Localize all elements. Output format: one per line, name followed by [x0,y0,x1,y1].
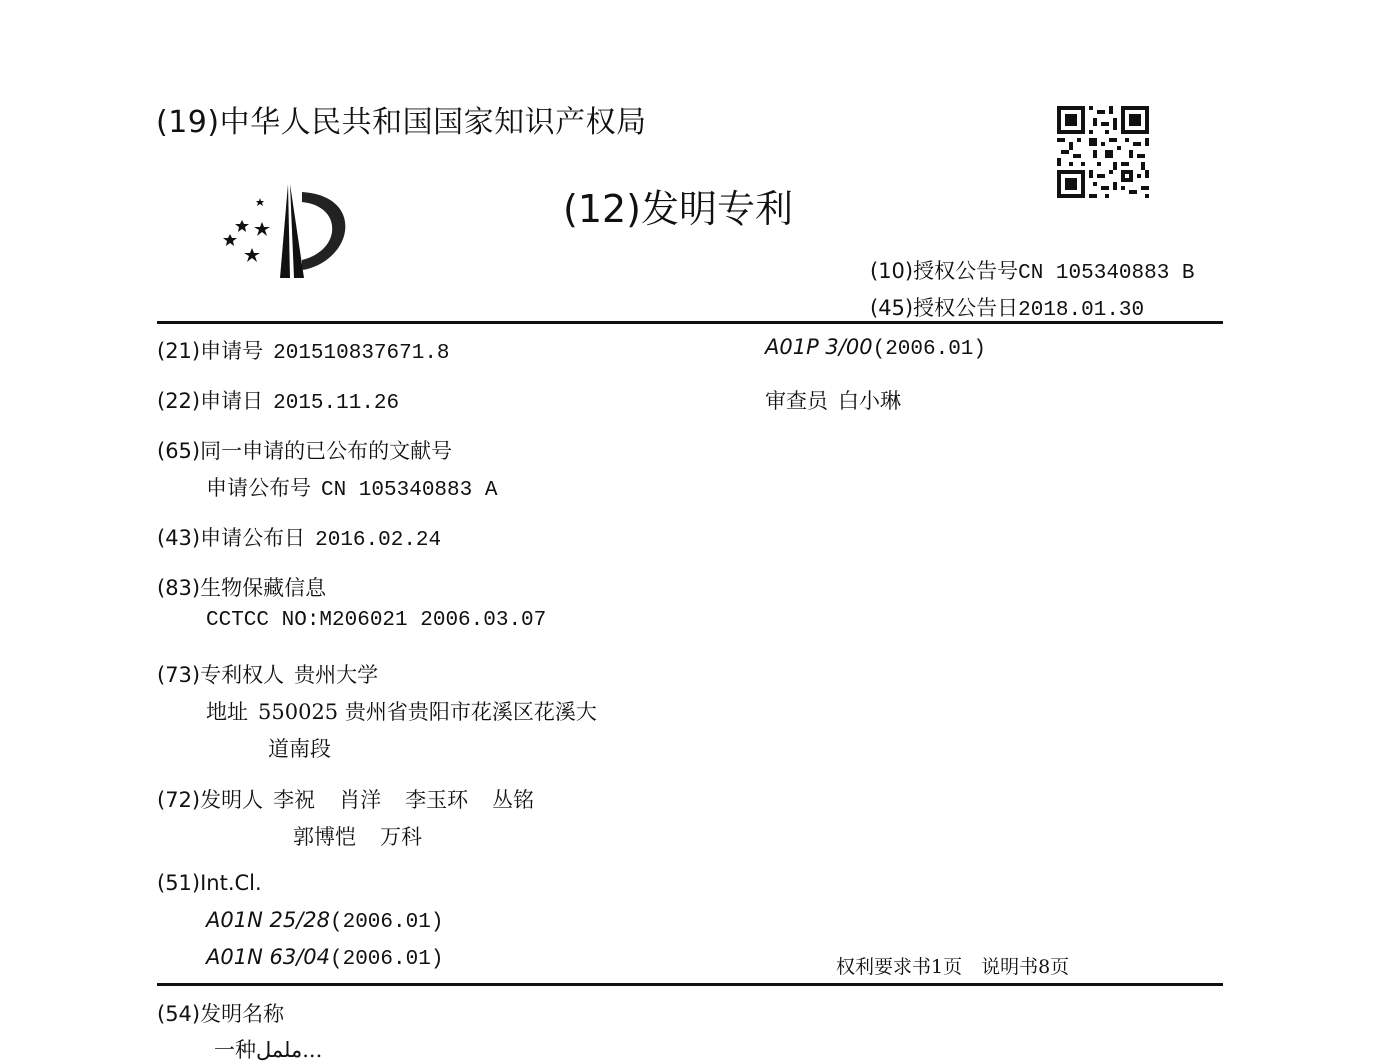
examiner-value: 白小琳 [838,389,901,413]
int-cl-label: (51)Int.Cl. [157,871,262,895]
address-line-2: 道南段 [268,737,331,761]
application-date-label: (22)申请日 [157,389,264,413]
int-cl-item [206,908,443,934]
classification-version: (2006.01) [872,338,987,361]
classification-code: A01P 3/00 [765,335,873,359]
patentee-row [157,659,378,689]
patentee-value: 贵州大学 [294,663,379,687]
grant-publication-date [870,292,1144,322]
bio-deposit-label: (83)生物保藏信息 [157,576,327,600]
address-line-1: 550025 贵州省贵阳市花溪区花溪大 [258,700,597,724]
grant-date-value: 2018.01.30 [1018,299,1145,322]
inventors-label: (72)发明人 [157,788,264,812]
document-type: (12)发明专利 [563,187,794,231]
inventor-name: 郭博恺 [293,825,356,849]
publication-date-label: (43)申请公布日 [157,526,306,550]
application-publication-number-label: 申请公布号 [206,476,311,500]
application-number-value: 201510837671.8 [273,342,450,365]
application-date-value: 2015.11.26 [273,392,400,415]
classification-row [765,335,986,361]
invention-title-label: (54)发明名称 [157,1002,285,1026]
grant-number-label: (10)授权公告号 [870,259,1019,283]
int-cl-version: (2006.01) [330,911,444,934]
bottom-divider [157,983,1223,986]
application-date-row [157,385,399,415]
inventor-name: 肖洋 [339,788,382,812]
examiner-row [765,385,901,415]
int-cl-version: (2006.01) [330,948,444,971]
inventor-name: 李玉环 [405,788,469,812]
bio-deposit-value: CCTCC NO:M206021 2006.03.07 [206,609,547,632]
invention-title-value: 一种ململ... [214,1038,323,1062]
grant-number-value: CN 105340883 B [1018,262,1195,285]
inventor-name: 万科 [380,825,422,849]
inventor-name: 丛铭 [492,788,535,812]
office-title: (19)中华人民共和国国家知识产权局 [156,105,647,140]
grant-publication-number [870,255,1195,285]
page-count-summary: 权利要求书1页 说明书8页 [836,956,1070,978]
int-cl-item [206,945,443,971]
publication-date-row [157,522,441,552]
inventors-row-2 [293,821,422,851]
top-divider [157,321,1223,324]
examiner-label: 审查员 [765,389,828,413]
inventor-name: 李祝 [273,788,316,812]
patentee-label: (73)专利权人 [157,663,285,687]
prior-publication-label: (65)同一申请的已公布的文献号 [157,439,453,463]
sipo-emblem-icon [218,180,358,284]
qr-code-icon [1057,106,1149,198]
int-cl-code: A01N 63/04 [206,945,330,969]
application-number-label: (21)申请号 [157,339,264,363]
application-number-row [157,335,450,365]
grant-date-label: (45)授权公告日 [870,296,1019,320]
address-row [206,696,597,726]
int-cl-code: A01N 25/28 [206,908,330,932]
publication-date-value: 2016.02.24 [315,529,442,552]
application-publication-number-value: CN 105340883 A [321,479,498,502]
address-label: 地址 [206,700,248,724]
prior-publication-row [206,472,497,502]
inventors-row-1 [157,784,534,814]
